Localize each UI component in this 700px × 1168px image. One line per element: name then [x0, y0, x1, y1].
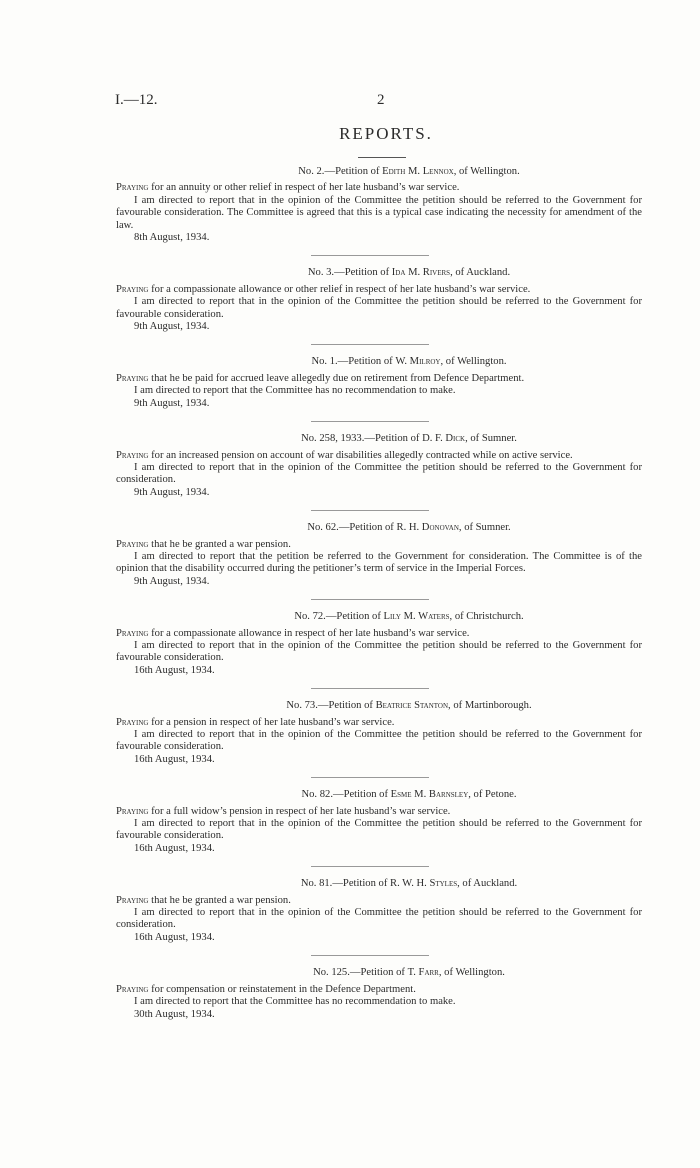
report-date: 8th August, 1934. [134, 232, 210, 244]
petition-prayer [116, 284, 642, 296]
petition-prayer [116, 717, 642, 729]
petition-separator [116, 410, 642, 433]
petition-entry [116, 267, 642, 356]
petition-entry [116, 522, 642, 611]
petition-entry [116, 611, 642, 700]
petition-of-label: —Petition of [338, 522, 394, 534]
prayer-text: for a compassionate allowance in respect of her late husband’s war service. [151, 627, 470, 639]
petitioner-name: R. W. H. Styles [390, 878, 458, 890]
petition-entry [116, 166, 642, 267]
committee-report: I am directed to report that the petition be referred to the Government for consideration. The Committee is of the opinion that the disability occurred during the petitioner’s term of service in the Imperial Forces. [116, 550, 642, 575]
document-reference: I.—12. [115, 92, 158, 108]
petitioner-name: T. Farr [407, 967, 439, 979]
petition-entry [116, 967, 642, 1021]
petition-number: No. 73. [286, 700, 318, 712]
prayer-text: for an increased pension on account of war disabilities allegedly contracted while on active service. [151, 449, 573, 461]
petition-entry [116, 433, 642, 522]
petition-prayer [116, 450, 642, 462]
petition-of-label: —Petition of [325, 611, 381, 623]
petitioner-name: Beatrice Stanton [375, 700, 449, 712]
prayer-text: for a compassionate allowance or other relief in respect of her late husband’s war service. [151, 283, 531, 295]
page-title: REPORTS. [339, 124, 433, 143]
praying-label: Praying [116, 449, 149, 461]
report-date: 16th August, 1934. [134, 664, 215, 676]
petition-entry [116, 789, 642, 878]
petition-entry [116, 356, 642, 433]
petition-heading: No. 81.—Petition of R. W. H. Styles, of Auckland. [300, 878, 518, 890]
petitioner-name: R. H. Donovan [396, 522, 459, 534]
petition-prayer [116, 373, 642, 385]
petitioner-name: Ida M. Rivers [391, 267, 451, 279]
petition-prayer [116, 984, 642, 996]
petitioner-place: of Petone. [473, 789, 517, 801]
praying-label: Praying [116, 538, 149, 550]
petition-number: No. 1. [311, 356, 338, 368]
praying-label: Praying [116, 627, 149, 639]
prayer-text: for a full widow’s pension in respect of her late husband’s war service. [151, 805, 451, 817]
petition-of-label: —Petition of [337, 356, 393, 368]
petition-number: No. 3. [307, 267, 335, 279]
petition-of-label: —Petition of [364, 433, 420, 445]
petition-heading: No. 258, 1933.—Petition of D. F. Dick, of Sumner. [301, 433, 517, 445]
praying-label: Praying [116, 716, 149, 728]
report-date: 9th August, 1934. [134, 321, 210, 333]
prayer-text: that he be paid for accrued leave allegedly due on retirement from Defence Department. [151, 372, 525, 384]
committee-report: I am directed to report that in the opinion of the Committee the petition should be referred to the Government for consideration. [116, 461, 642, 486]
prayer-text: for an annuity or other relief in respect of her late husband’s war service. [151, 182, 460, 194]
praying-label: Praying [116, 983, 149, 995]
petitioner-place: of Martinborough. [453, 700, 532, 712]
page-header [115, 92, 645, 112]
praying-label: Praying [116, 182, 149, 194]
committee-report: I am directed to report that in the opinion of the Committee the petition should be referred to the Government for favourable consideration. [116, 818, 642, 842]
petition-prayer [116, 628, 642, 640]
petitioner-name: W. Milroy [395, 356, 441, 368]
petition-of-label: —Petition of [332, 878, 388, 890]
petitioner-name: D. F. Dick [422, 433, 466, 445]
petitioner-place: of Sumner. [464, 522, 511, 534]
report-date: 9th August, 1934. [134, 486, 210, 498]
petitioner-place: of Christchurch. [454, 611, 524, 623]
praying-label: Praying [116, 894, 149, 906]
committee-report: I am directed to report that the Committee has no recommendation to make. [134, 996, 456, 1008]
petitioner-name: Lily M. Waters [383, 611, 450, 623]
prayer-text: for a pension in respect of her late husband’s war service. [151, 716, 395, 728]
petition-separator [116, 766, 642, 789]
petition-number: No. 81. [300, 878, 333, 890]
petition-prayer [116, 895, 642, 907]
petition-heading: No. 73.—Petition of Beatrice Stanton, of Martinborough. [286, 700, 532, 712]
petitioner-place: of Wellington. [458, 166, 520, 177]
petition-entry [116, 878, 642, 967]
committee-report: I am directed to report that in the opinion of the Committee the petition should be referred to the Government for favourable consideration. [116, 639, 642, 664]
petition-heading: No. 72.—Petition of Lily M. Waters, of Christchurch. [294, 611, 524, 623]
petition-number: No. 82. [301, 789, 333, 801]
report-date: 30th August, 1934. [134, 1008, 215, 1020]
committee-report: I am directed to report that in the opinion of the Committee the petition should be referred to the Government for favourable consideration. [116, 729, 642, 753]
petition-separator [116, 944, 642, 967]
petition-number: No. 2. [298, 166, 325, 177]
prayer-text: for compensation or reinstatement in the Defence Department. [151, 983, 416, 995]
petition-separator [116, 499, 642, 522]
petition-of-label: —Petition of [334, 267, 390, 279]
title-divider [358, 157, 406, 158]
petition-of-label: —Petition of [332, 789, 389, 801]
petition-number: No. 258, 1933. [301, 433, 365, 445]
committee-report: I am directed to report that the Committee has no recommendation to make. [134, 385, 456, 397]
praying-label: Praying [116, 805, 149, 817]
petitioner-place: of Auckland. [455, 267, 511, 279]
petitioner-place: of Wellington. [444, 967, 505, 979]
petition-separator [116, 244, 642, 267]
praying-label: Praying [116, 283, 149, 295]
petition-list [116, 166, 642, 1021]
petition-entry [116, 700, 642, 789]
committee-report: I am directed to report that in the opinion of the Committee the petition should be referred to the Government for favourable consideration. The Committee is agreed that this is a typical case indicating the necessity for amendment of the law. [116, 194, 642, 231]
petition-heading: No. 1.—Petition of W. Milroy, of Wellington. [311, 356, 507, 368]
petition-separator [116, 333, 642, 356]
petition-heading: No. 62.—Petition of R. H. Donovan, of Sumner. [307, 522, 511, 534]
petition-heading: No. 82.—Petition of Esme M. Barnsley, of Petone. [301, 789, 517, 801]
prayer-text: that he be granted a war pension. [151, 894, 291, 906]
report-date: 16th August, 1934. [134, 931, 215, 943]
petition-prayer [116, 806, 642, 818]
petitioner-place: of Auckland. [462, 878, 518, 890]
petitioner-name: Esme M. Barnsley [390, 789, 469, 801]
report-date: 9th August, 1934. [134, 397, 210, 409]
report-date: 9th August, 1934. [134, 575, 210, 587]
committee-report: I am directed to report that in the opinion of the Committee the petition should be referred to the Government for favourable consideration. [116, 296, 642, 320]
petition-prayer [116, 182, 642, 194]
petition-of-label: —Petition of [317, 700, 373, 712]
petitioner-place: of Sumner. [470, 433, 517, 445]
petition-number: No. 72. [294, 611, 326, 623]
petition-number: No. 62. [307, 522, 339, 534]
petition-separator [116, 855, 642, 878]
petition-of-label: —Petition of [349, 967, 405, 979]
petitioner-name: Edith M. Lennox [382, 166, 454, 177]
petition-of-label: —Petition of [324, 166, 380, 177]
petition-heading: No. 125.—Petition of T. Farr, of Wellington. [313, 967, 505, 979]
petition-number: No. 125. [313, 967, 350, 979]
committee-report: I am directed to report that in the opinion of the Committee the petition should be referred to the Government for consideration. [116, 907, 642, 931]
praying-label: Praying [116, 372, 149, 384]
report-date: 16th August, 1934. [134, 753, 215, 765]
petitioner-place: of Wellington. [445, 356, 507, 368]
petition-heading: No. 3.—Petition of Ida M. Rivers, of Auckland. [307, 267, 511, 279]
petition-heading: No. 2.—Petition of Edith M. Lennox, of Wellington. [298, 166, 520, 177]
prayer-text: that he be granted a war pension. [151, 538, 291, 550]
page-number: 2 [377, 92, 385, 108]
petition-separator [116, 677, 642, 700]
petition-prayer [116, 539, 642, 551]
report-date: 16th August, 1934. [134, 842, 215, 854]
petition-separator [116, 588, 642, 611]
